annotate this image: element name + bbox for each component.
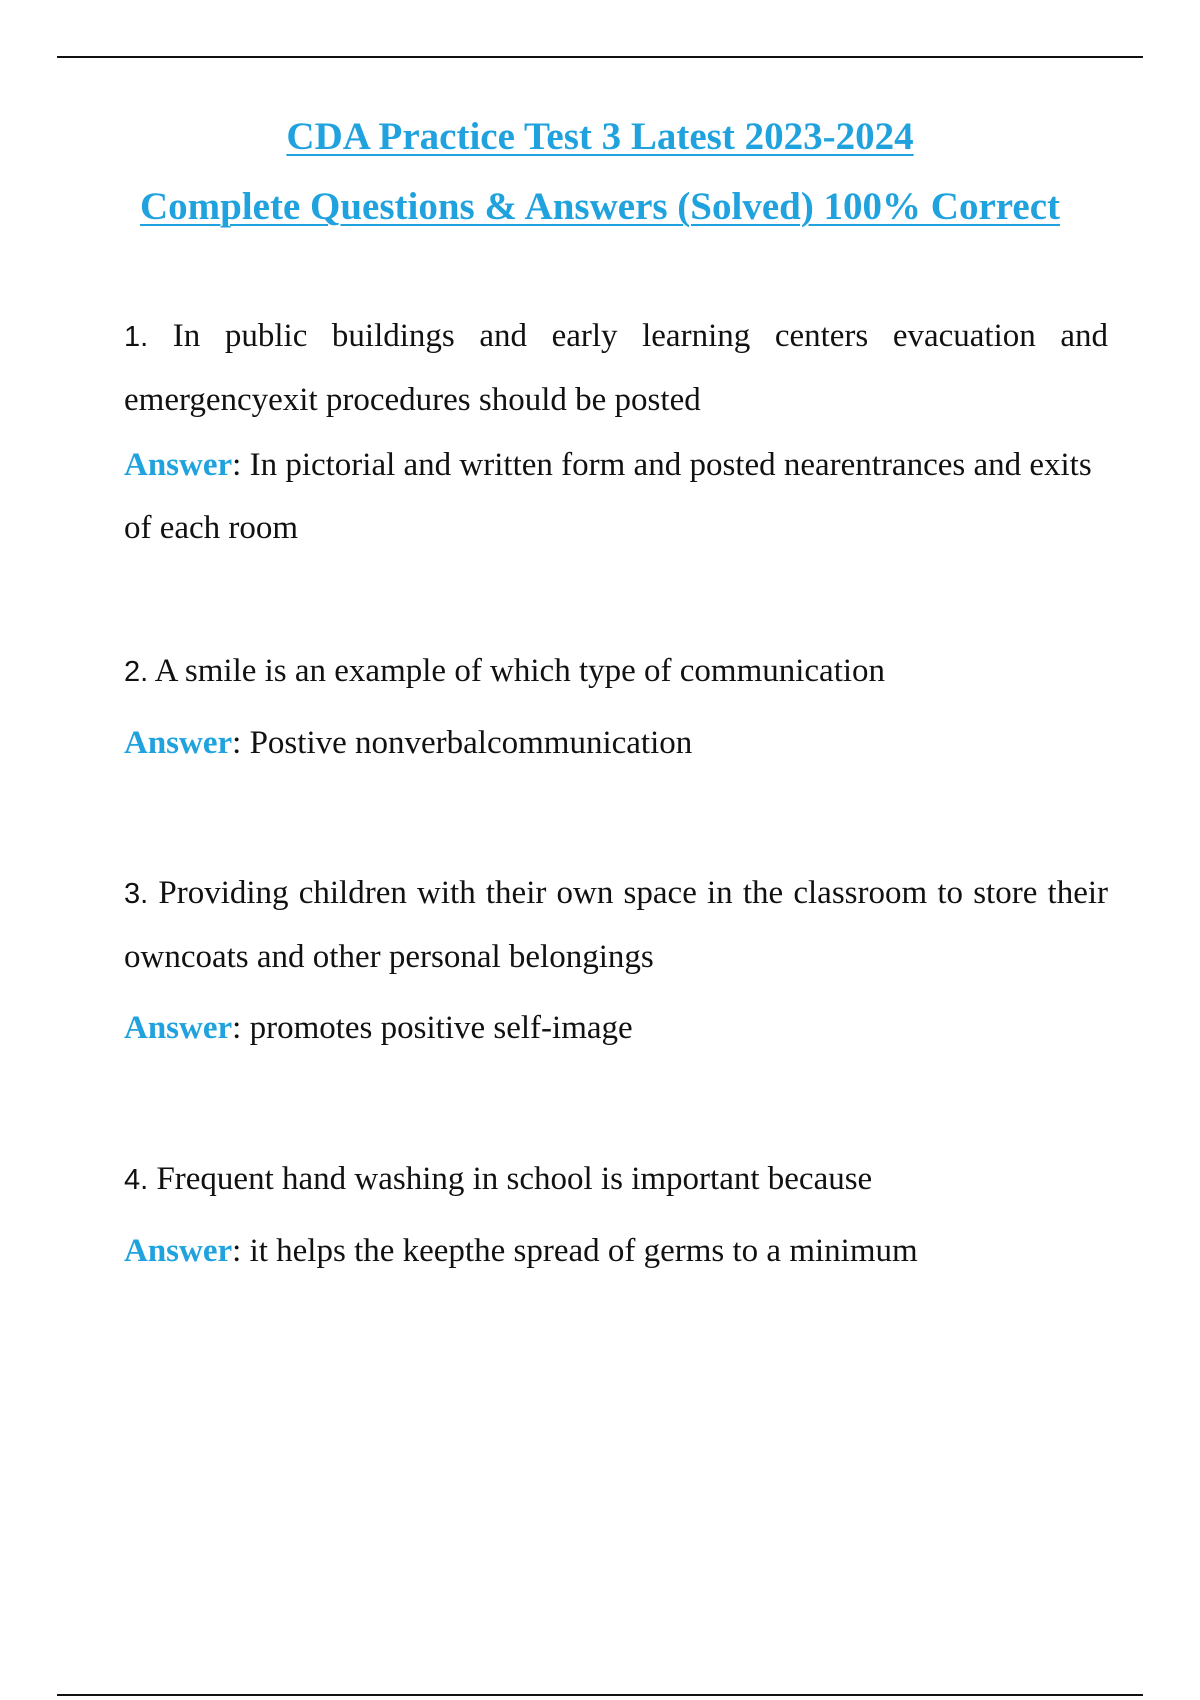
top-rule [57,56,1143,58]
question-text: A smile is an example of which type of communication [154,653,886,689]
title-line-1: CDA Practice Test 3 Latest 2023-2024 [286,115,914,158]
answer-label: Answer [124,725,233,761]
answer-text: promotes positive self-image [249,1010,633,1046]
qa-item-2 [124,640,1108,775]
answer-label: Answer [124,447,233,483]
question-number: 4. [124,1164,149,1196]
question-number: 1. [124,321,149,353]
answer-text: In pictorial and written form and posted nearentrances and exits of each room [124,447,1092,546]
question-number: 2. [124,656,149,688]
question-1 [124,305,1108,432]
title-line-2: Complete Questions & Answers (Solved) 100% Correct [139,185,1060,228]
question-text: In public buildings and early learning centers evacuation and emergencyexit procedures should be posted [124,318,1109,418]
question-4 [124,1148,1108,1212]
answer-3: Answer: promotes positive self-image [124,1010,633,1046]
answer-2: Answer: Postive nonverbalcommunication [124,725,693,761]
question-3 [124,862,1108,989]
question-text: Providing children with their own space in the classroom to store their owncoats and other personal belongings [124,875,1108,975]
answer-label: Answer [124,1010,233,1046]
question-2 [124,640,1108,704]
qa-item-3 [124,862,1108,1060]
answer-text: it helps the keepthe spread of germs to a minimum [249,1233,918,1269]
question-number: 3. [124,878,149,910]
qa-item-4 [124,1148,1108,1283]
answer-1: Answer: In pictorial and written form and posted nearentrances and exits of each room [124,447,1092,546]
bottom-rule [57,1694,1143,1696]
qa-item-1 [124,305,1108,560]
answer-4: Answer: it helps the keepthe spread of germs to a minimum [124,1233,918,1269]
question-text: Frequent hand washing in school is important because [156,1161,873,1197]
answer-text: Postive nonverbalcommunication [249,725,693,761]
document-title [0,102,1200,242]
answer-label: Answer [124,1233,233,1269]
